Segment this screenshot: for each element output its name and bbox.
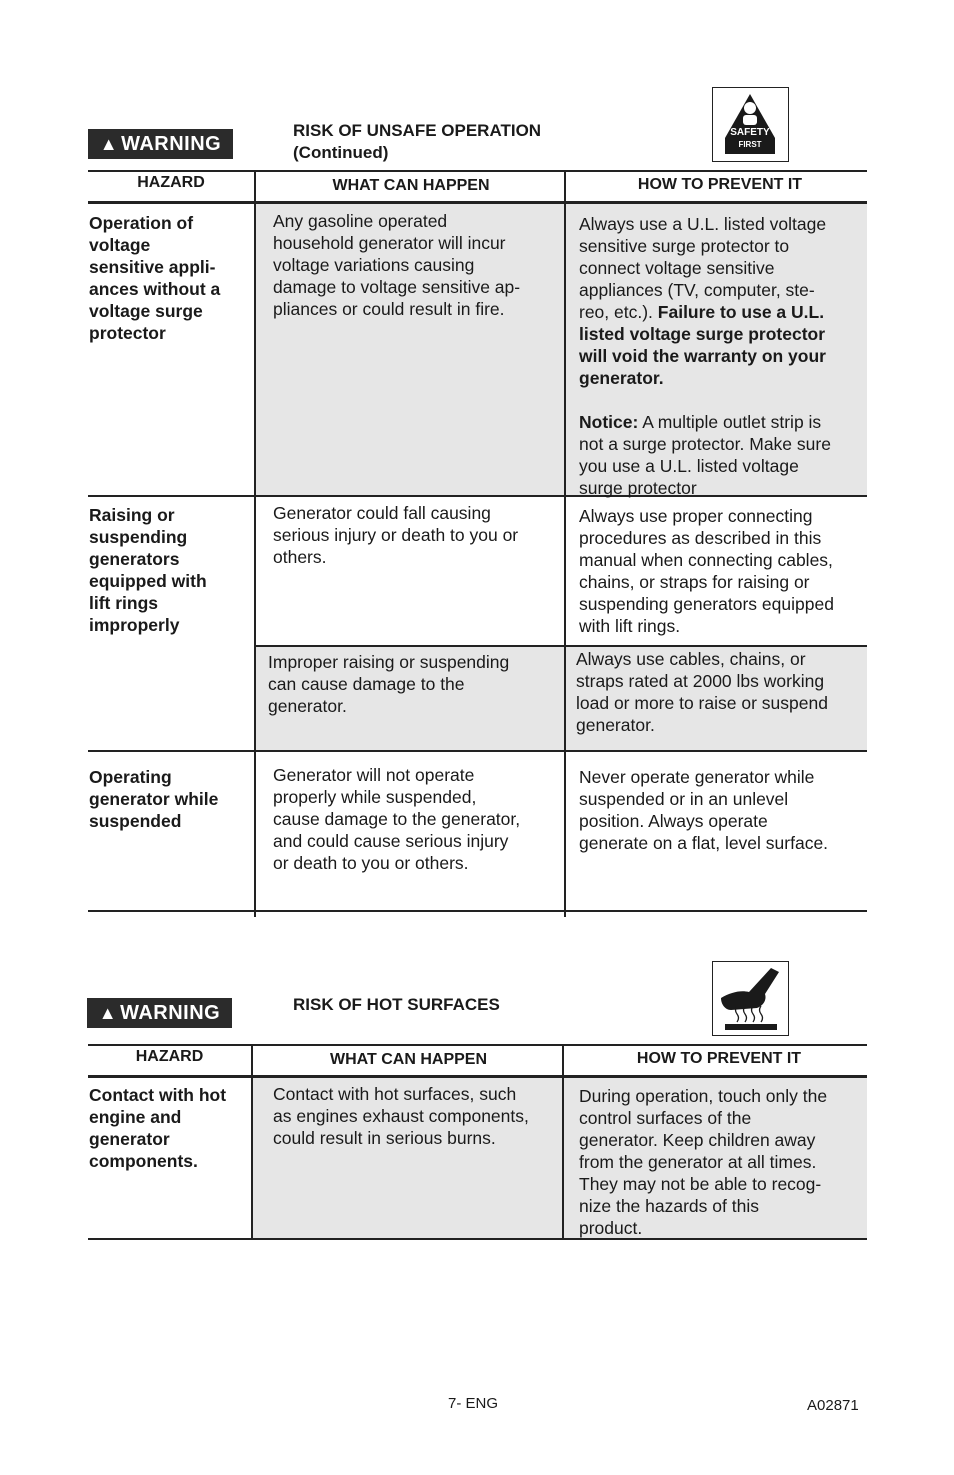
hazard-text: Contact with hot engine and generator components. — [89, 1085, 227, 1171]
hazard-text: Raising or suspending generators equipped with lift rings improperly — [89, 505, 207, 635]
how-to-prevent-text: During operation, touch only the control surfaces of the generator. Keep children away from the generator at all times. They may not be able to recog- nize the hazards of this product. — [579, 1086, 828, 1238]
safety-first-icon — [712, 87, 789, 162]
what-can-happen-text: Generator will not operate properly while suspended, cause damage to the generator, and could cause serious injury or death to you or others. — [273, 765, 521, 873]
warning-badge-label: WARNING — [121, 132, 222, 155]
column-header-what: WHAT CAN HAPPEN — [332, 177, 490, 194]
page-number: 7- ENG — [448, 1395, 499, 1412]
document-code: A02871 — [807, 1397, 859, 1414]
table-rule — [88, 201, 867, 204]
how-to-prevent-text: Always use a U.L. listed voltage sensitive surge protector to connect voltage sensitive appliances (TV, computer, ste- reo, etc.). Failure to use a U.L. listed voltage surge protector will void the warranty on your generator. Notice: A multiple outlet strip is not a surge protector. Make sure you use a U.L. listed voltage surge protector — [579, 214, 831, 498]
table-rule — [88, 170, 867, 172]
hazard-text: Operation of voltage sensitive appli- ances without a voltage surge protector — [89, 213, 221, 343]
safety-icon-text: SAFETY — [730, 127, 770, 138]
warning-badge-label: WARNING — [120, 1001, 221, 1024]
table-rule — [88, 910, 867, 912]
how-to-prevent-text: Always use proper connecting procedures as described in this manual when connecting cables, chains, or straps for raising or suspending generators equipped with lift rings. — [579, 506, 834, 636]
hot-surface-icon — [712, 961, 789, 1036]
first-icon-text: FIRST — [738, 140, 762, 149]
section-title: RISK OF HOT SURFACES — [293, 995, 500, 1014]
table-rule — [88, 1075, 867, 1078]
table-rule — [88, 750, 867, 752]
column-header-what: WHAT CAN HAPPEN — [329, 1051, 488, 1068]
what-can-happen-text: Contact with hot surfaces, such as engines exhaust components, could result in serious burns. — [273, 1084, 529, 1148]
what-can-happen-text: Improper raising or suspending can cause damage to the generator. — [268, 652, 510, 716]
column-divider — [251, 1046, 253, 1238]
hazard-text: Operating generator while suspended — [89, 767, 219, 831]
warning-triangle-icon: ▲ — [99, 133, 119, 154]
what-can-happen-text: Generator could fall causing serious injury or death to you or others. — [273, 503, 519, 567]
how-to-prevent-text: Always use cables, chains, or straps rated at 2000 lbs working load or more to raise or suspend generator. — [576, 649, 828, 735]
column-header-hazard: HAZARD — [137, 174, 205, 191]
warning-badge — [88, 129, 233, 159]
how-to-prevent-text: Never operate generator while suspended or in an unlevel position. Always operate generate on a flat, level surface. — [579, 767, 829, 853]
column-header-prevent: HOW TO PREVENT IT — [636, 1050, 802, 1067]
warning-badge — [87, 998, 232, 1028]
table-rule — [88, 1044, 867, 1046]
column-divider — [254, 172, 256, 917]
column-divider — [564, 172, 566, 917]
column-header-prevent: HOW TO PREVENT IT — [637, 176, 803, 193]
section-title-line: RISK OF UNSAFE OPERATION — [293, 121, 542, 140]
notice-label: Notice: — [579, 412, 639, 432]
section-title-line: (Continued) — [293, 143, 389, 162]
section-title — [293, 120, 693, 164]
what-can-happen-text: Any gasoline operated household generator will incur voltage variations causing damage to voltage sensitive ap- pliances or could result in fire. — [273, 211, 521, 319]
column-header-hazard: HAZARD — [135, 1048, 204, 1065]
table-rule — [256, 645, 867, 647]
warning-triangle-icon: ▲ — [98, 1002, 118, 1023]
